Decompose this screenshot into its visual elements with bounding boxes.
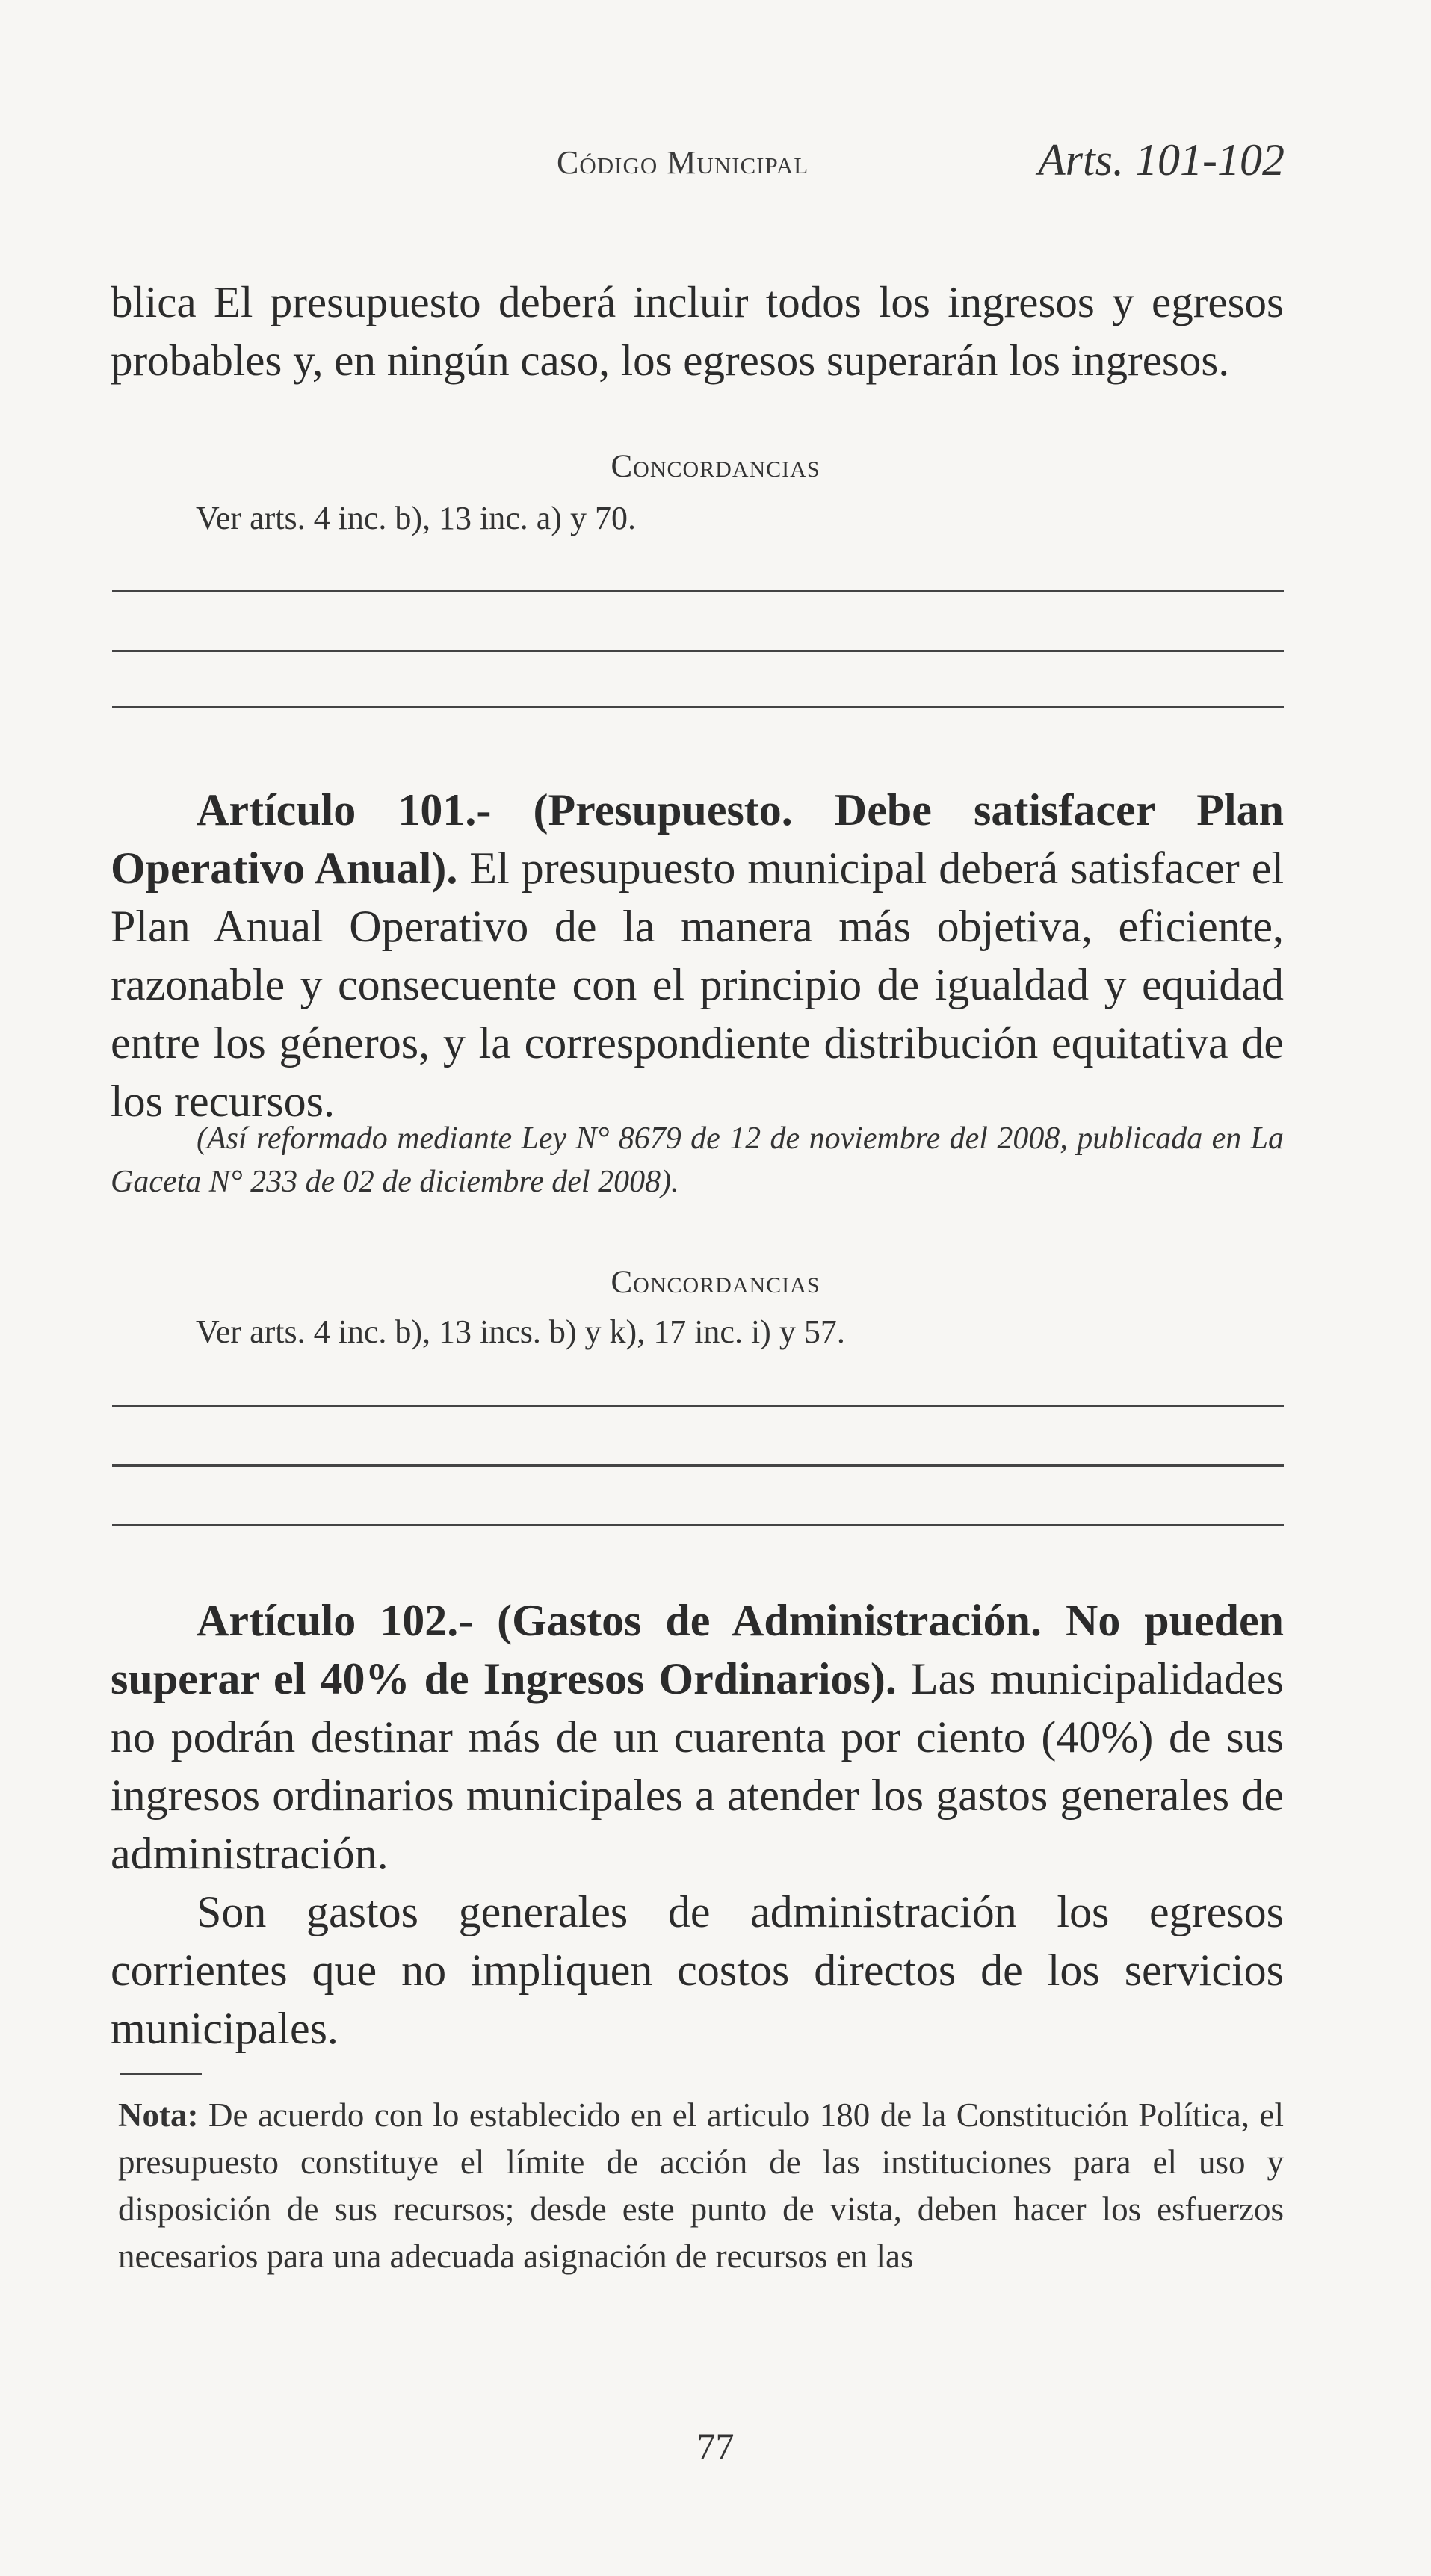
article-102-paragraph-2: Son gastos generales de administración los egresos corrientes que no impliquen costos directos de los servicios municipales. (111, 1887, 1284, 2053)
article-102 (111, 1591, 1284, 1883)
article-101-body: El presupuesto municipal deberá satisfacer el Plan Anual Operativo de la manera más objetiva, eficiente, razonable y consecuente con el principio de igualdad y equidad entre los géneros, y la correspondiente distribución equitativa de los recursos. (111, 843, 1284, 1126)
page-number: 77 (696, 2425, 735, 2467)
divider-line (112, 590, 1284, 592)
divider-line (112, 650, 1284, 652)
article-101 (111, 781, 1284, 1130)
footnote-label: Nota: (118, 2096, 199, 2134)
intro-paragraph: blica El presupuesto deberá incluir todos los ingresos y egresos probables y, en ningún caso, los egresos superarán los ingresos. (111, 277, 1284, 385)
footnote-text: De acuerdo con lo establecido en el articulo 180 de la Constitución Política, el presupuesto constituye el límite de acción de las instituciones para el uso y disposición de sus recursos; desde este punto de vista, deben hacer los esfuerzos necesarios para una adecuada asignación de recursos en las (118, 2096, 1284, 2275)
running-header-title: Código Municipal (557, 144, 809, 181)
divider-line (112, 1464, 1284, 1467)
divider-line (112, 1405, 1284, 1407)
running-header-articles: Arts. 101-102 (1038, 135, 1285, 185)
concordancias-ref-2: Ver arts. 4 inc. b), 13 incs. b) y k), 17 inc. i) y 57. (196, 1313, 845, 1350)
concordancias-ref-1: Ver arts. 4 inc. b), 13 inc. a) y 70. (196, 500, 636, 536)
article-102-body: Las municipalidades no podrán destinar más de un cuarenta por ciento (40%) de sus ingresos ordinarios municipales a atender los gastos generales de administración. (111, 1654, 1284, 1878)
concordancias-heading-1: Concordancias (611, 449, 820, 484)
footnote-separator (120, 2073, 202, 2075)
article-102-heading: Artículo 102.- (Gastos de Administración. No pueden superar el 40% de Ingresos Ordinarios). (111, 1596, 1284, 1703)
footnote (118, 2092, 1284, 2280)
concordancias-heading-2: Concordancias (611, 1265, 820, 1300)
article-101-heading: Artículo 101.- (Presupuesto. Debe satisfacer Plan Operativo Anual). (111, 785, 1284, 893)
article-101-reform-note: (Así reformado mediante Ley N° 8679 de 12 de noviembre del 2008, publicada en La Gaceta N° 233 de 02 de diciembre del 2008). (111, 1121, 1284, 1199)
divider-line (112, 1524, 1284, 1526)
divider-line (112, 706, 1284, 708)
